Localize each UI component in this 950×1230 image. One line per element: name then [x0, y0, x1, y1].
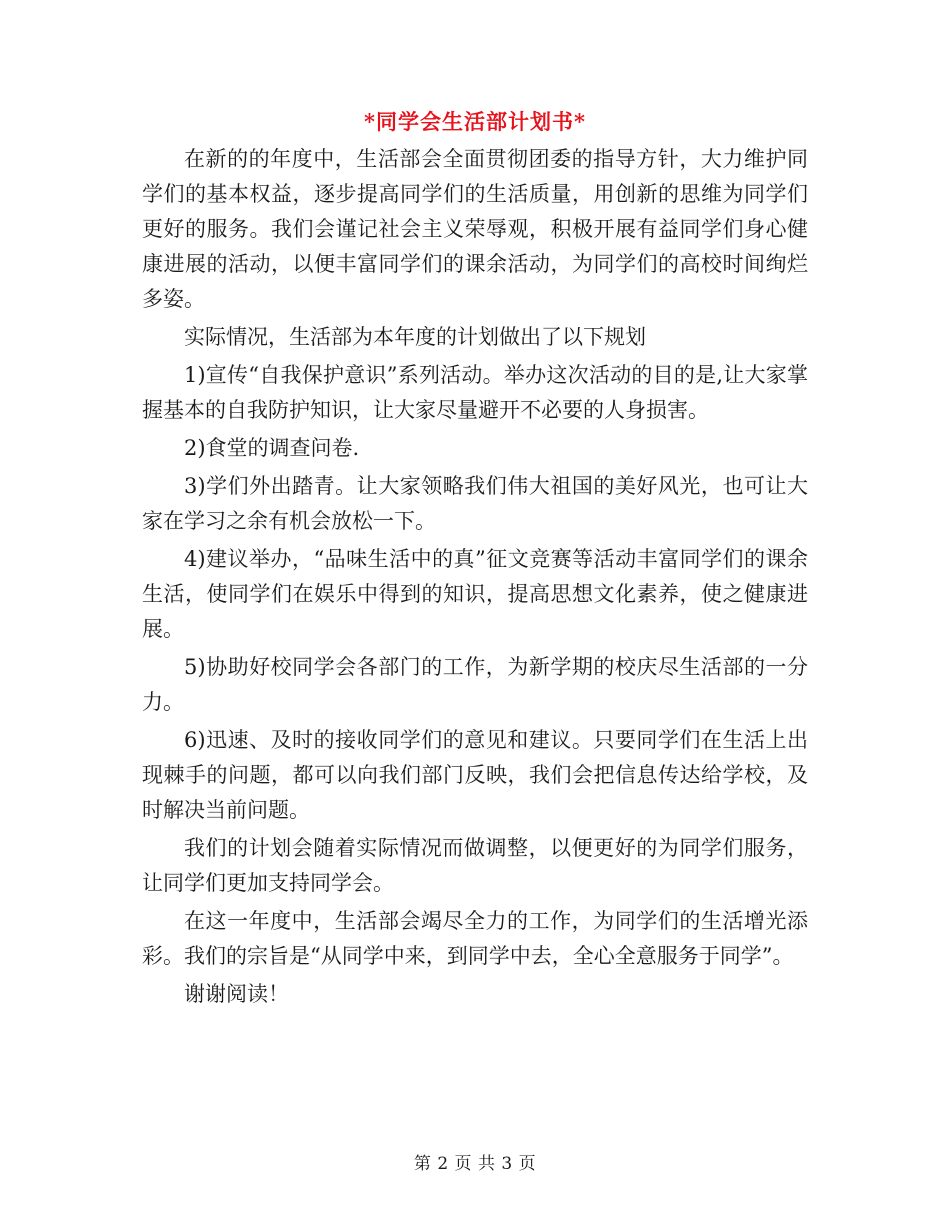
- paragraph-thanks: 谢谢阅读！: [184, 982, 289, 1006]
- plan-item-6: 6)迅速、及时的接收同学们的意见和建议。只要同学们在生活上出现棘手的问题，都可以向我们部门反映，我们会把信息传达给学校，及时解决当前问题。: [142, 728, 808, 822]
- plan-item-2: 2)食堂的调查问卷.: [184, 436, 360, 460]
- plan-item-1: 1)宣传“自我保护意识”系列活动。举办这次活动的目的是,让大家掌握基本的自我防护知识，让大家尽量避开不必要的人身损害。: [142, 363, 808, 422]
- paragraph-intro: 在新的的年度中，生活部会全面贯彻团委的指导方针，大力维护同学们的基本权益，逐步提高同学们的生活质量，用创新的思维为同学们更好的服务。我们会谨记社会主义荣辱观，积极开展有益同学们身心健康进展的活动，以便丰富同学们的课余活动，为同学们的高校时间绚烂多姿。: [142, 147, 808, 311]
- plan-item-5: 5)协助好校同学会各部门的工作，为新学期的校庆尽生活部的一分力。: [142, 655, 808, 714]
- plan-item-4: 4)建议举办，“品味生活中的真”征文竞赛等活动丰富同学们的课余生活，使同学们在娱乐中得到的知识，提高思想文化素养，使之健康进展。: [142, 547, 808, 641]
- plan-item-3: 3)学们外出踏青。让大家领略我们伟大祖国的美好风光，也可让大家在学习之余有机会放松一下。: [142, 474, 808, 533]
- paragraph-purpose: 在这一年度中，生活部会竭尽全力的工作，为同学们的生活增光添彩。我们的宗旨是“从同学中来，到同学中去，全心全意服务于同学”。: [142, 909, 808, 968]
- paragraph-adjustment: 我们的计划会随着实际情况而做调整，以便更好的为同学们服务，让同学们更加支持同学会。: [142, 836, 808, 895]
- document-title: *同学会生活部计划书*: [364, 109, 586, 134]
- page-number-footer: 第 2 页 共 3 页: [413, 1154, 537, 1174]
- document-page: [142, 104, 808, 1015]
- paragraph-plan-lead: 实际情况，生活部为本年度的计划做出了以下规划: [184, 325, 646, 349]
